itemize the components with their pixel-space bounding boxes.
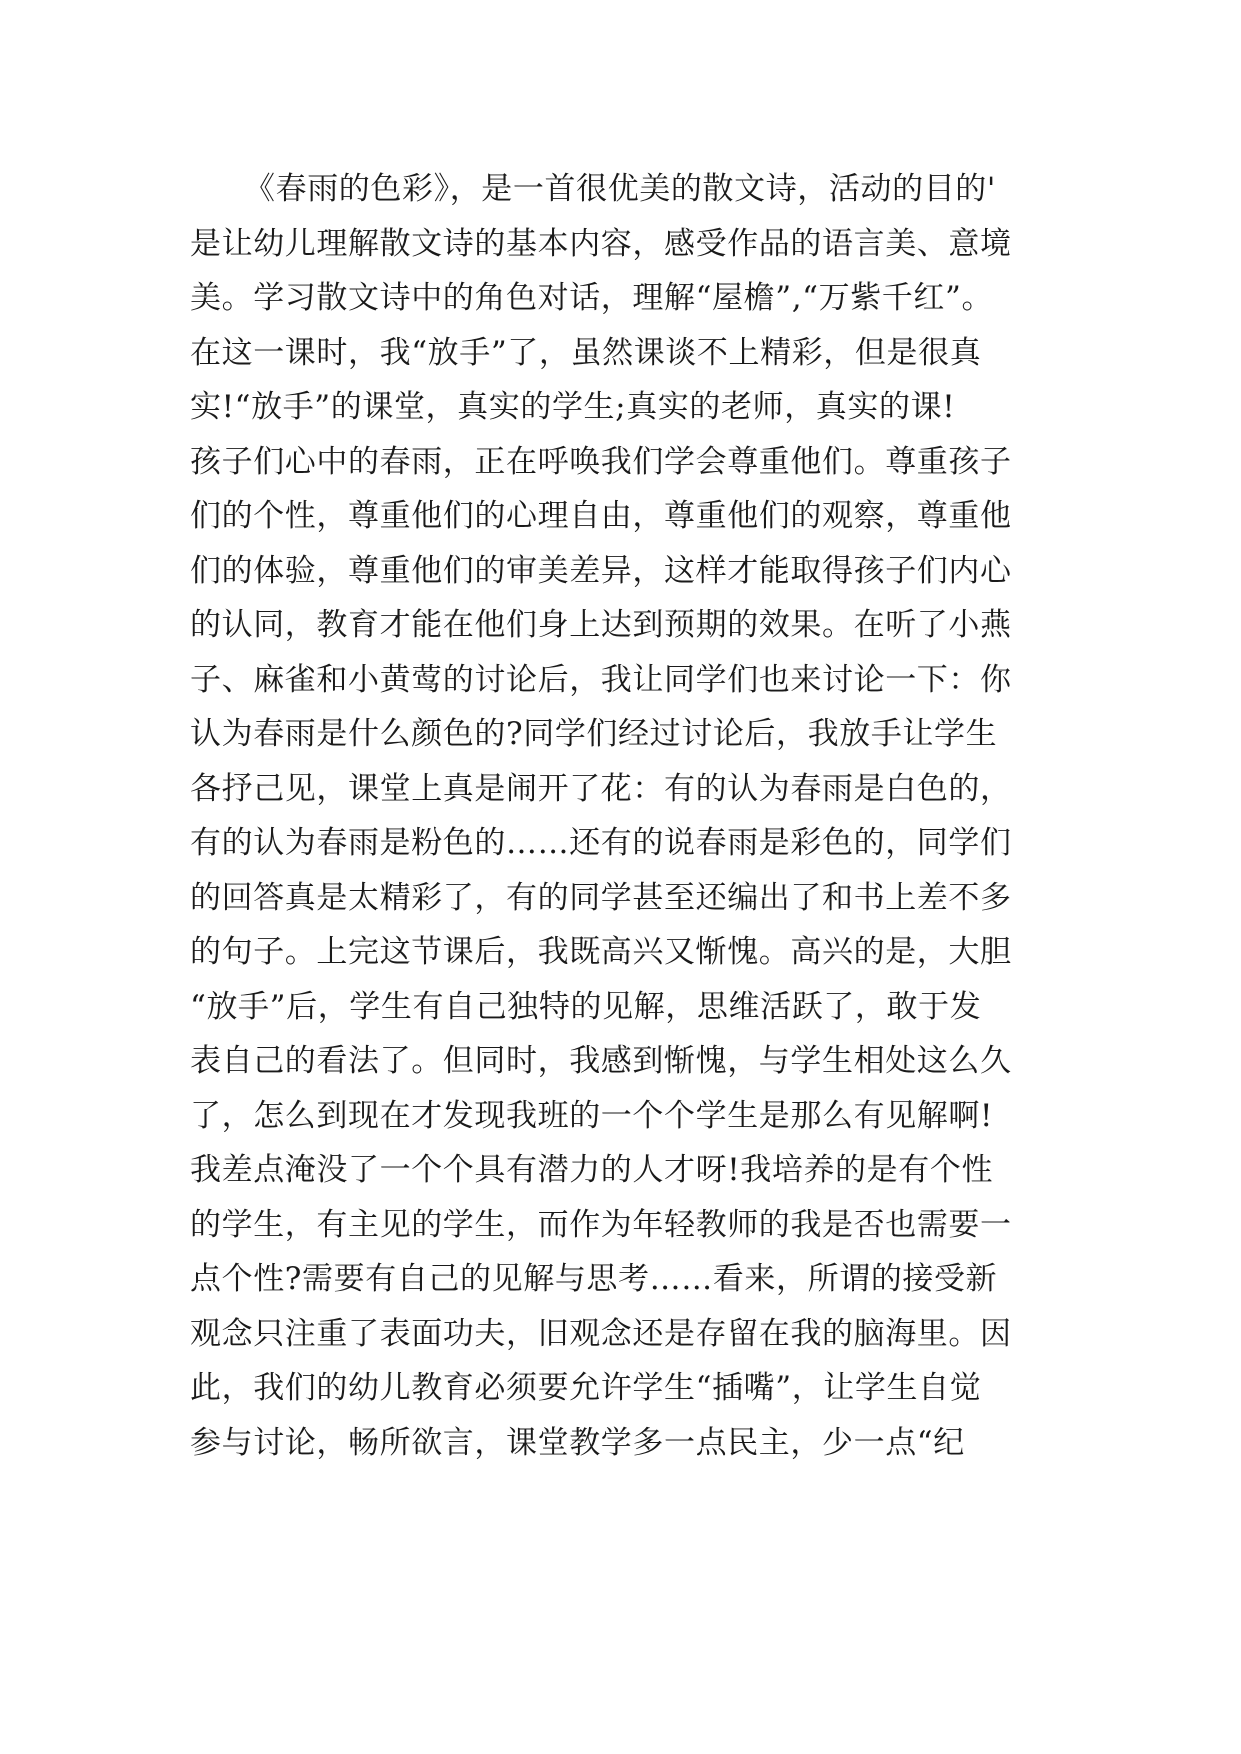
- text-line: 是让幼儿理解散文诗的基本内容，感受作品的语言美、意境: [190, 225, 1012, 262]
- text-line: 子、麻雀和小黄莺的讨论后，我让同学们也来讨论一下：你: [190, 661, 1012, 698]
- text-line: 点个性?需要有自己的见解与思考……看来，所谓的接受新: [190, 1261, 998, 1297]
- text-line: 表自己的看法了。但同时，我感到惭愧，与学生相处这么久: [190, 1043, 1012, 1079]
- text-line: 了，怎么到现在才发现我班的一个个学生是那么有见解啊!: [190, 1097, 994, 1134]
- text-line: 此，我们的幼儿教育必须要允许学生“插嘴”，让学生自觉: [190, 1370, 982, 1406]
- text-line: 们的体验，尊重他们的审美差异，这样才能取得孩子们内心: [190, 552, 1012, 589]
- text-line: 我差点淹没了一个个具有潜力的人才呀!我培养的是有个性: [190, 1152, 994, 1188]
- body-text: [190, 162, 1070, 1470]
- text-line: 参与讨论，畅所欲言，课堂教学多一点民主，少一点“纪: [190, 1424, 965, 1461]
- text-line: 们的个性，尊重他们的心理自由，尊重他们的观察，尊重他: [190, 498, 1012, 534]
- text-line: 的句子。上完这节课后，我既高兴又惭愧。高兴的是，大胆: [190, 934, 1012, 970]
- text-line: 孩子们心中的春雨，正在呼唤我们学会尊重他们。尊重孩子: [190, 443, 1012, 480]
- text-line: “放手”后，学生有自己独特的见解，思维活跃了，敢于发: [190, 988, 982, 1025]
- text-line: 在这一课时，我“放手”了，虽然课谈不上精彩，但是很真: [190, 334, 982, 371]
- text-line: 观念只注重了表面功夫，旧观念还是存留在我的脑海里。因: [190, 1315, 1012, 1352]
- text-line: 实!“放手”的课堂，真实的学生;真实的老师，真实的课!: [190, 389, 956, 425]
- text-line: 《春雨的色彩》，是一首很优美的散文诗，活动的目的': [244, 171, 997, 207]
- text-line: 的学生，有主见的学生，而作为年轻教师的我是否也需要一: [190, 1206, 1012, 1243]
- text-line: 各抒己见，课堂上真是闹开了花：有的认为春雨是白色的，: [190, 770, 1012, 807]
- text-line: 有的认为春雨是粉色的……还有的说春雨是彩色的，同学们: [190, 825, 1012, 861]
- text-line: 的回答真是太精彩了，有的同学甚至还编出了和书上差不多: [190, 879, 1012, 916]
- text-line: 认为春雨是什么颜色的?同学们经过讨论后，我放手让学生: [190, 716, 998, 752]
- text-line: 的认同，教育才能在他们身上达到预期的效果。在听了小燕: [190, 607, 1012, 643]
- text-line: 美。学习散文诗中的角色对话，理解“屋檐”,“万紫千红”。: [190, 280, 994, 316]
